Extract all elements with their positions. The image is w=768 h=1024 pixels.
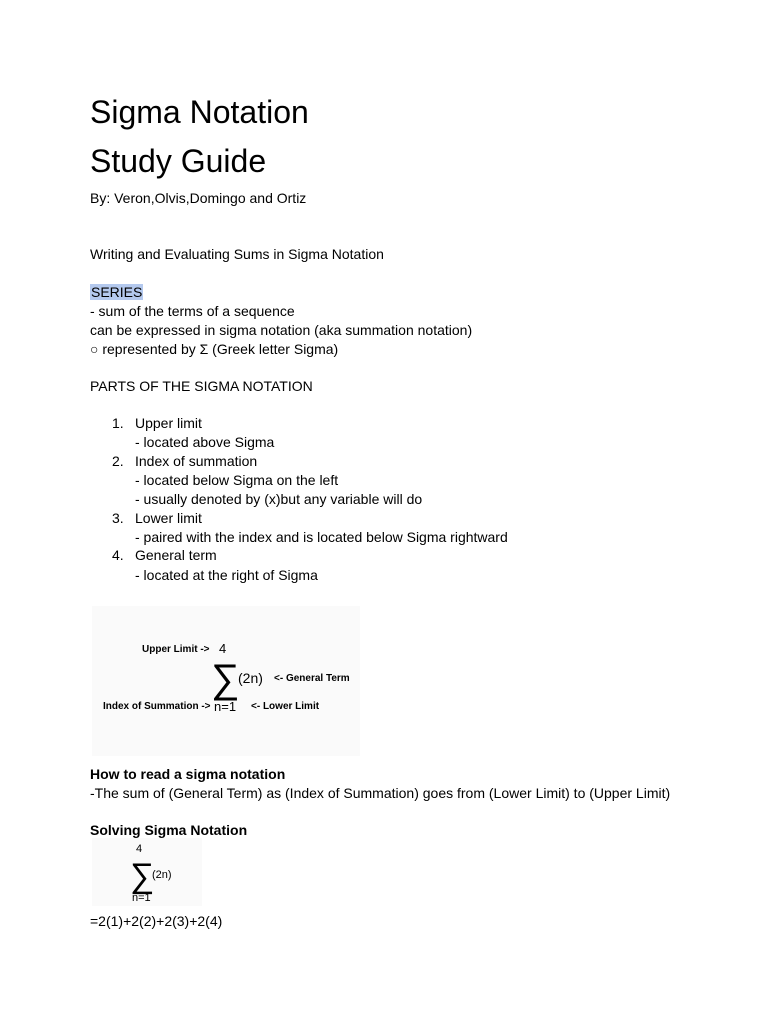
solve-expansion: =2(1)+2(2)+2(3)+2(4) — [90, 913, 223, 929]
solve-upper-value: 4 — [136, 843, 143, 855]
series-line-3: ○ represented by Σ (Greek letter Sigma) — [90, 341, 339, 357]
sigma-symbol: ∑ — [211, 657, 240, 701]
title-line-2: Study Guide — [90, 143, 267, 179]
authors-line: By: Veron,Olvis,Domingo and Ortiz — [90, 190, 307, 206]
section-heading: Writing and Evaluating Sums in Sigma Notation — [90, 246, 384, 262]
solve-term: (2n) — [152, 869, 172, 881]
list-item-number: 4. — [112, 547, 124, 563]
general-term-label: <- General Term — [274, 673, 350, 684]
list-item-note: - usually denoted by (x)but any variable will do — [135, 491, 423, 507]
list-item-note: - paired with the index and is located below Sigma rightward — [135, 529, 508, 545]
list-item-note: - located above Sigma — [135, 434, 275, 450]
title-line-1: Sigma Notation — [90, 94, 309, 130]
upper-limit-value: 4 — [219, 641, 227, 656]
sigma-parts-diagram — [92, 606, 360, 761]
series-label-line — [90, 283, 143, 301]
index-summation-label: Index of Summation -> — [103, 701, 211, 712]
list-item-number: 3. — [112, 510, 124, 526]
solve-lower-value: n=1 — [132, 892, 151, 904]
list-item-note: - located below Sigma on the left — [135, 472, 339, 488]
list-item-note: - located at the right of Sigma — [135, 567, 318, 583]
list-item-title: Lower limit — [135, 510, 202, 526]
list-item-number: 1. — [112, 415, 124, 431]
solve-sigma-symbol: ∑ — [130, 857, 155, 895]
general-term: (2n) — [238, 670, 263, 686]
read-text: -The sum of (General Term) as (Index of Summation) goes from (Lower Limit) to (Upper Limit) — [90, 785, 671, 801]
solve-sigma-figure — [92, 838, 202, 911]
series-line-1: - sum of the terms of a sequence — [90, 303, 295, 319]
lower-limit-value: n=1 — [214, 699, 237, 714]
list-item-title: General term — [135, 547, 217, 563]
list-item-title: Upper limit — [135, 415, 202, 431]
series-highlight: SERIES — [91, 284, 143, 300]
parts-heading: PARTS OF THE SIGMA NOTATION — [90, 378, 313, 394]
read-heading: How to read a sigma notation — [90, 766, 286, 782]
list-item-title: Index of summation — [135, 453, 258, 469]
lower-limit-label: <- Lower Limit — [251, 701, 320, 712]
solve-heading: Solving Sigma Notation — [90, 822, 248, 838]
list-item-number: 2. — [112, 453, 124, 469]
upper-limit-label: Upper Limit -> — [142, 644, 210, 655]
series-line-2: can be expressed in sigma notation (aka summation notation) — [90, 322, 473, 338]
